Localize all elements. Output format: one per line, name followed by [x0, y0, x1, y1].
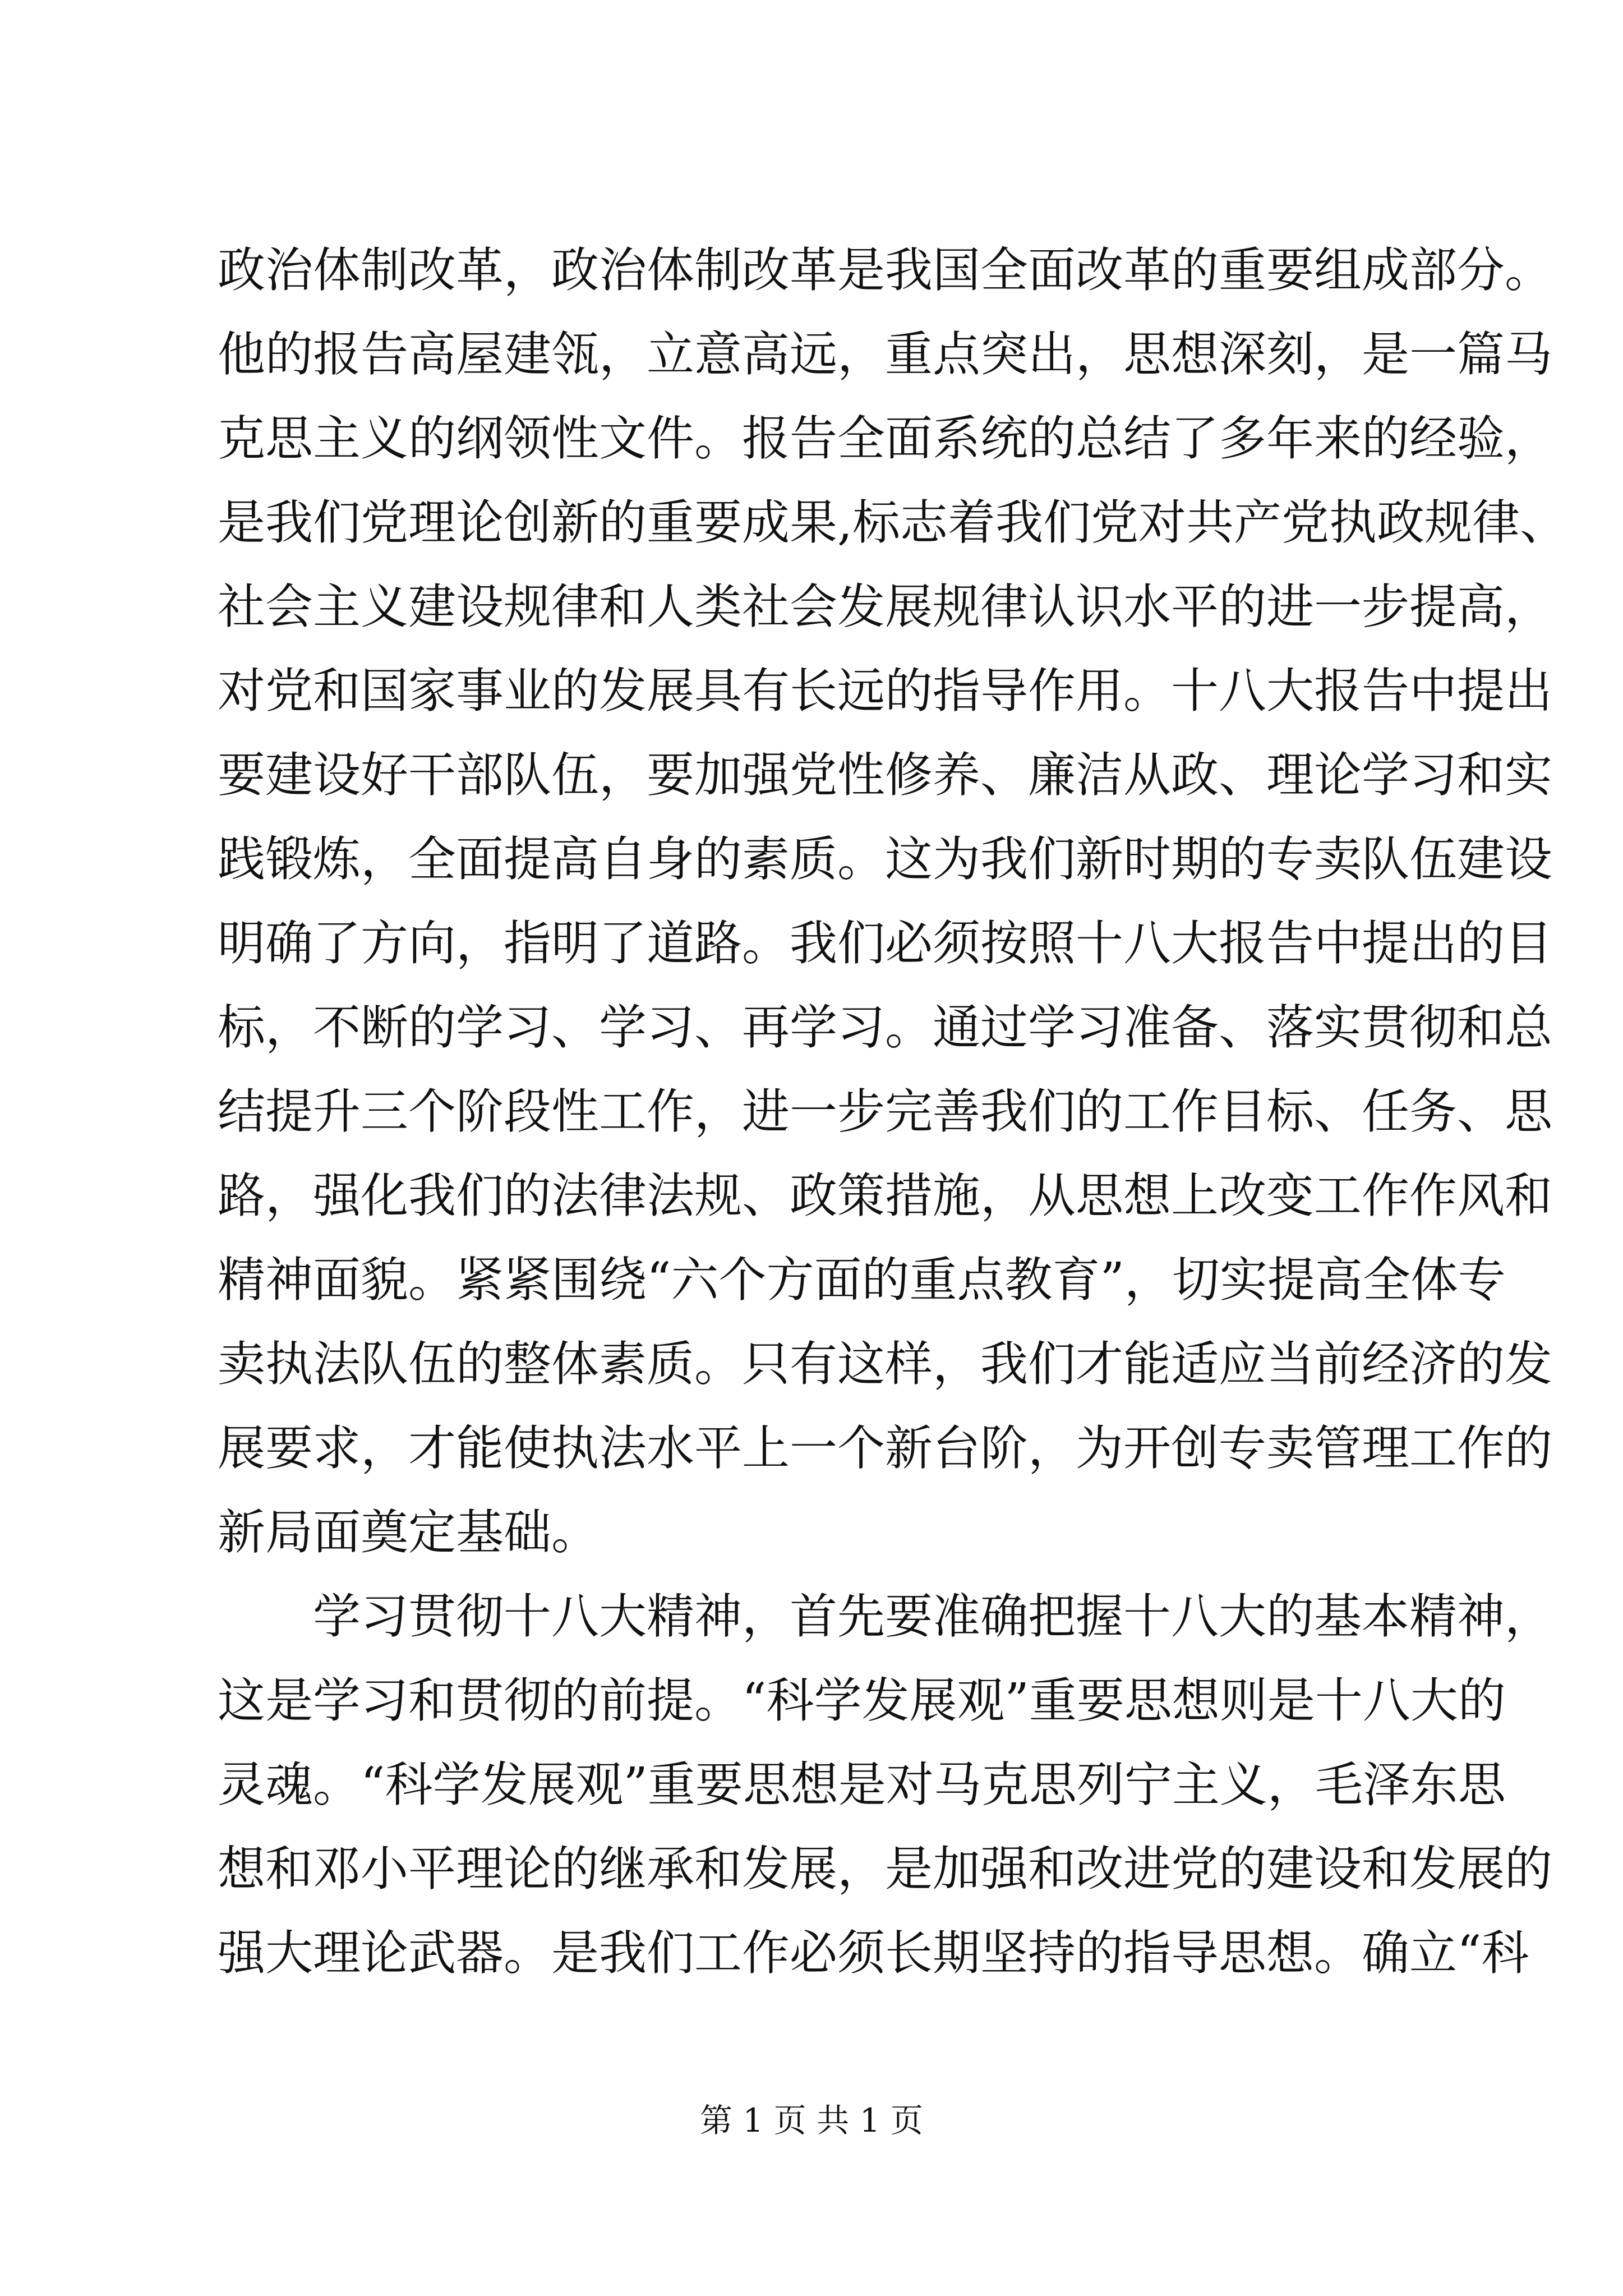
text-line: 是我们党理论创新的重要成果,标志着我们党对共产党执政规律、: [218, 495, 1568, 551]
text-line: 践锻炼，全面提高自身的素质。这为我们新时期的专卖队伍建设: [218, 832, 1553, 887]
page-footer: 第 1 页 共 1 页: [700, 2101, 923, 2139]
text-line: 展要求，才能使执法水平上一个新台阶，为开创专卖管理工作的: [218, 1421, 1553, 1476]
text-line: 社会主义建设规律和人类社会发展规律认识水平的进一步提高，: [218, 579, 1553, 635]
text-line: 这是学习和贯彻的前提。“科学发展观”重要思想则是十八大的: [218, 1673, 1506, 1729]
text-line: 灵魂。“科学发展观”重要思想是对马克思列宁主义，毛泽东思: [218, 1757, 1506, 1813]
body-text: [218, 229, 1568, 1996]
text-line: 克思主义的纲领性文件。报告全面系统的总结了多年来的经验，: [218, 411, 1553, 467]
text-line: 政治体制改革，政治体制改革是我国全面改革的重要组成部分。: [218, 243, 1553, 298]
text-line: 结提升三个阶段性工作，进一步完善我们的工作目标、任务、思: [218, 1084, 1553, 1140]
text-line: 新局面奠定基础。: [218, 1505, 600, 1561]
text-line: 精神面貌。紧紧围绕“六个方面的重点教育”，切实提高全体专: [218, 1253, 1506, 1308]
text-line: 要建设好干部队伍，要加强党性修养、廉洁从政、理论学习和实: [218, 748, 1553, 803]
text-line: 强大理论武器。是我们工作必须长期坚持的指导思想。确立“科: [218, 1926, 1529, 1981]
paragraph-2: [218, 1575, 1553, 1996]
text-line: 标，不断的学习、学习、再学习。通过学习准备、落实贯彻和总: [218, 1000, 1553, 1056]
text-line: 明确了方向，指明了道路。我们必须按照十八大报告中提出的目: [218, 916, 1553, 972]
text-line: 他的报告高屋建瓴，立意高远，重点突出，思想深刻，是一篇马: [218, 327, 1553, 383]
text-line: 想和邓小平理论的继承和发展，是加强和改进党的建设和发展的: [218, 1842, 1553, 1897]
text-line: 学习贯彻十八大精神，首先要准确把握十八大的基本精神，: [313, 1589, 1553, 1645]
text-line: 对党和国家事业的发展具有长远的指导作用。十八大报告中提出: [218, 664, 1553, 719]
text-line: 路，强化我们的法律法规、政策措施，从思想上改变工作作风和: [218, 1168, 1553, 1224]
paragraph-1: [218, 229, 1568, 1575]
text-line: 卖执法队伍的整体素质。只有这样，我们才能适应当前经济的发: [218, 1337, 1553, 1392]
